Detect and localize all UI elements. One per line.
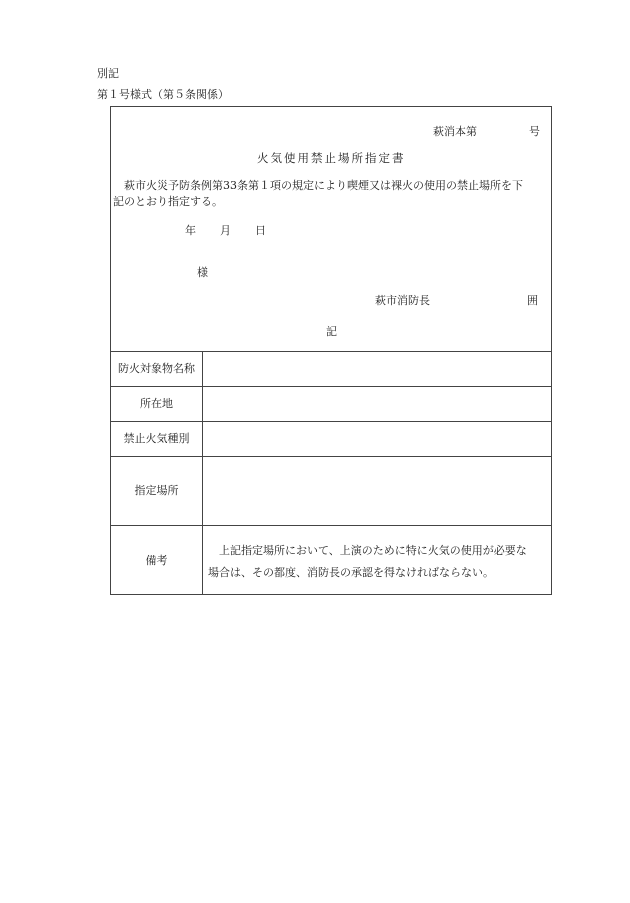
document-title: 火気使用禁止場所指定書 xyxy=(257,151,406,165)
issuer-name: 萩市消防長 xyxy=(375,294,430,307)
ki-heading: 記 xyxy=(326,325,337,338)
label-designated-place: 指定場所 xyxy=(134,484,179,497)
column-divider xyxy=(202,351,203,594)
intro-line-2: 記のとおり指定する。 xyxy=(113,195,223,208)
date-month: 月 xyxy=(220,224,231,237)
row-divider-4 xyxy=(111,525,551,526)
intro-line-1: 萩市火災予防条例第33条第１項の規定により喫煙又は裸火の使用の禁止場所を下 xyxy=(124,179,523,192)
remarks-line-1: 上記指定場所において、上演のために特に火気の使用が必要な xyxy=(219,544,527,557)
doc-number-suffix: 号 xyxy=(529,125,540,138)
label-remarks: 備考 xyxy=(145,554,168,567)
form-box xyxy=(110,106,552,595)
doc-number-prefix: 萩消本第 xyxy=(433,125,477,138)
date-day: 日 xyxy=(255,224,266,237)
row-divider-2 xyxy=(111,421,551,422)
label-object-name: 防火対象物名称 xyxy=(118,362,195,375)
label-location: 所在地 xyxy=(140,397,173,410)
row-divider-1 xyxy=(111,386,551,387)
table-top-border xyxy=(111,351,551,352)
date-year: 年 xyxy=(185,224,196,237)
row-divider-3 xyxy=(111,456,551,457)
annex-label: 別記 xyxy=(97,67,119,80)
label-fire-type: 禁止火気種別 xyxy=(123,432,190,445)
form-number: 第１号様式（第５条関係） xyxy=(97,88,229,101)
addressee-suffix: 様 xyxy=(197,266,208,279)
remarks-line-2: 場合は、その都度、消防長の承認を得なければならない。 xyxy=(208,566,494,579)
seal-mark: 囲 xyxy=(527,294,538,307)
